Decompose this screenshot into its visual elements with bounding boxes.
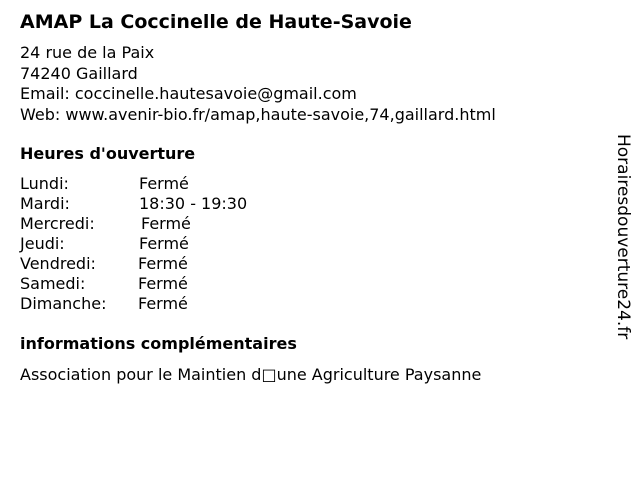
additional-info-heading: informations complémentaires — [20, 334, 297, 353]
business-name: AMAP La Coccinelle de Haute-Savoie — [20, 11, 412, 33]
hours-row-sunday — [20, 294, 247, 314]
email-line: Email: coccinelle.hautesavoie@gmail.com — [20, 84, 357, 103]
hours-row-monday — [20, 174, 247, 194]
hours-day: Dimanche: — [20, 294, 107, 313]
hours-value: Fermé — [141, 214, 191, 233]
hours-day: Jeudi: — [20, 234, 65, 253]
street-address: 24 rue de la Paix — [20, 43, 155, 62]
site-watermark — [612, 134, 636, 346]
hours-row-tuesday — [20, 194, 247, 214]
hours-day: Mardi: — [20, 194, 70, 213]
hours-value: Fermé — [139, 174, 189, 193]
hours-value: Fermé — [138, 274, 188, 293]
additional-info-text: Association pour le Maintien d□une Agriculture Paysanne — [20, 365, 482, 384]
hours-row-wednesday — [20, 214, 247, 234]
hours-day: Lundi: — [20, 174, 69, 193]
hours-value: Fermé — [138, 294, 188, 313]
opening-hours-heading: Heures d'ouverture — [20, 144, 196, 163]
hours-row-saturday — [20, 274, 247, 294]
hours-row-thursday — [20, 234, 247, 254]
hours-value: 18:30 - 19:30 — [139, 194, 248, 213]
hours-row-friday — [20, 254, 247, 274]
hours-day: Mercredi: — [20, 214, 95, 233]
web-line: Web: www.avenir-bio.fr/amap,haute-savoie,74,gaillard.html — [20, 104, 496, 124]
watermark-text: Horairesdouverture24.fr — [613, 134, 633, 340]
opening-hours-table — [20, 174, 247, 314]
hours-day: Vendredi: — [20, 254, 96, 273]
hours-value: Fermé — [138, 254, 188, 273]
contact-block — [20, 43, 496, 125]
city-postcode: 74240 Gaillard — [20, 63, 138, 83]
hours-day: Samedi: — [20, 274, 86, 293]
hours-value: Fermé — [139, 234, 189, 253]
